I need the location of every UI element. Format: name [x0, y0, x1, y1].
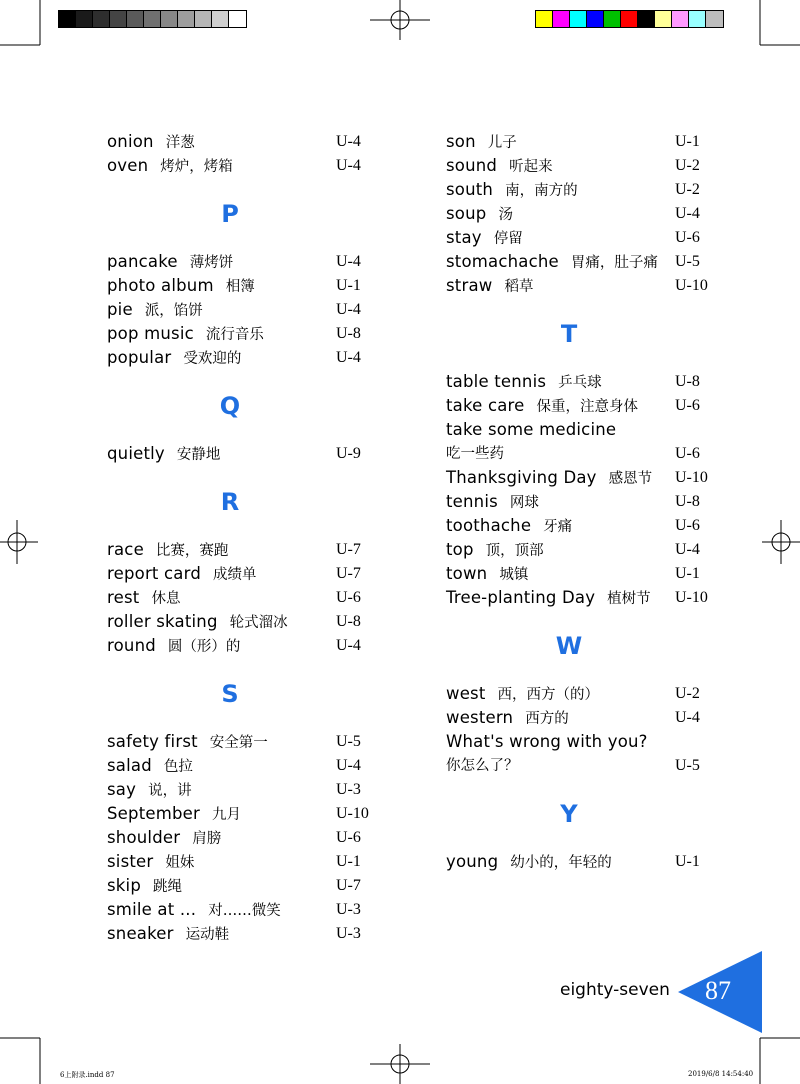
entry-chinese: 感恩节 — [608, 471, 653, 487]
r-entries — [107, 538, 407, 658]
letter-heading-p: P — [221, 200, 239, 228]
color-swatch — [570, 11, 587, 27]
entry-english: town — [446, 564, 488, 583]
entry-unit: U-10 — [336, 805, 369, 822]
glossary-entry — [107, 754, 407, 778]
letter-heading-s: S — [221, 680, 239, 708]
glossary-entry — [107, 634, 407, 658]
entry-unit: U-7 — [336, 565, 361, 582]
glossary-entry — [107, 874, 407, 898]
letter-heading-w: W — [555, 632, 583, 660]
glossary-left-column — [107, 130, 407, 946]
entry-chinese: 稻草 — [504, 279, 534, 295]
entry-english: sound — [446, 156, 498, 175]
w-entries — [446, 682, 746, 730]
letter-heading-t: T — [560, 320, 578, 348]
color-swatch — [621, 11, 638, 27]
entry-english: Thanksgiving Day — [446, 468, 597, 487]
glossary-entry — [446, 394, 746, 418]
glossary-entry — [107, 730, 407, 754]
entry-chinese: 轮式溜冰 — [229, 615, 288, 631]
entry-unit: U-2 — [675, 157, 700, 174]
entry-unit: U-6 — [336, 589, 361, 606]
entry-english: pop music — [107, 324, 194, 343]
entry-english: photo album — [107, 276, 214, 295]
entry-unit: U-6 — [675, 445, 700, 462]
entry-english: skip — [107, 876, 142, 895]
entry-unit: U-7 — [336, 877, 361, 894]
entry-chinese: 比赛，赛跑 — [155, 543, 229, 559]
glossary-entry — [446, 178, 746, 202]
entry-chinese: 顶，顶部 — [485, 543, 544, 559]
entry-english: Tree-planting Day — [446, 588, 596, 607]
grayscale-color-bar — [58, 10, 247, 28]
entry-english: son — [446, 132, 476, 151]
glossary-entry — [107, 274, 407, 298]
date-slug: 2019/6/8 14:54:40 — [688, 1070, 754, 1078]
entry-english: quietly — [107, 444, 165, 463]
entry-unit: U-7 — [336, 541, 361, 558]
glossary-entry — [446, 250, 746, 274]
glossary-entry — [446, 202, 746, 226]
glossary-entry — [107, 922, 407, 946]
entry-unit: U-4 — [336, 349, 361, 366]
entry-unit: U-1 — [675, 853, 700, 870]
entry-english: salad — [107, 756, 152, 775]
glossary-entry — [446, 370, 746, 394]
entry-chinese: 对……微笑 — [208, 903, 281, 919]
glossary-entry — [107, 538, 407, 562]
entry-unit: U-6 — [336, 829, 361, 846]
letter-heading-y: Y — [560, 800, 578, 828]
entry-unit: U-6 — [675, 229, 700, 246]
glossary-entry — [107, 154, 407, 178]
glossary-entry — [446, 226, 746, 250]
color-swatch — [161, 11, 178, 27]
entry-chinese: 受欢迎的 — [183, 351, 242, 367]
glossary-entry — [107, 562, 407, 586]
entry-chinese: 西方的 — [525, 711, 569, 727]
color-swatch — [76, 11, 93, 27]
entry-unit: U-4 — [675, 709, 700, 726]
color-swatch — [59, 11, 76, 27]
entry-chinese: 成绩单 — [213, 567, 257, 583]
color-swatch — [127, 11, 144, 27]
entry-unit: U-10 — [675, 469, 708, 486]
entry-english: western — [446, 708, 514, 727]
glossary-entry — [107, 586, 407, 610]
entry-chinese: 停留 — [493, 231, 523, 247]
page-number-words: eighty-seven — [560, 980, 670, 1000]
glossary-entry — [446, 130, 746, 154]
entry-unit: U-3 — [336, 925, 361, 942]
entry-unit: U-3 — [336, 901, 361, 918]
color-swatch — [604, 11, 621, 27]
glossary-entry — [446, 274, 746, 298]
entry-english: shoulder — [107, 828, 181, 847]
color-swatch — [638, 11, 655, 27]
entry-chinese: 网球 — [509, 495, 539, 511]
color-swatch — [655, 11, 672, 27]
entry-english: onion — [107, 132, 154, 151]
glossary-entry — [107, 250, 407, 274]
entry-english: take care — [446, 396, 525, 415]
entry-english: safety first — [107, 732, 198, 751]
entry-chinese: 西，西方（的） — [497, 687, 600, 703]
entry-chinese: 薄烤饼 — [189, 255, 234, 271]
entry-chinese: 色拉 — [163, 759, 193, 775]
entry-english: race — [107, 540, 144, 559]
entry-unit: U-5 — [675, 253, 700, 270]
glossary-entry — [446, 730, 746, 778]
entry-english: tennis — [446, 492, 498, 511]
entry-chinese: 乒乓球 — [558, 375, 602, 391]
entry-chinese: 你怎么了？ — [446, 758, 519, 774]
entry-chinese: 听起来 — [509, 159, 553, 175]
entry-chinese: 安全第一 — [209, 735, 268, 751]
color-swatch — [229, 11, 246, 27]
entry-english: What's wrong with you? — [446, 732, 648, 751]
entry-unit: U-3 — [336, 781, 361, 798]
glossary-entry — [107, 322, 407, 346]
entry-english: straw — [446, 276, 493, 295]
glossary-entry — [446, 682, 746, 706]
entry-unit: U-4 — [336, 637, 361, 654]
entry-chinese: 圆（形）的 — [167, 639, 241, 655]
color-swatch — [536, 11, 553, 27]
glossary-entry — [107, 442, 407, 466]
entry-english: stay — [446, 228, 482, 247]
entry-english: sister — [107, 852, 154, 871]
t-entries-a — [446, 370, 746, 418]
glossary-entry — [446, 490, 746, 514]
letter-heading-r: R — [220, 488, 240, 516]
entry-english: popular — [107, 348, 172, 367]
glossary-right-column — [446, 130, 746, 874]
color-swatch — [93, 11, 110, 27]
entry-english: roller skating — [107, 612, 218, 631]
t-entries-b — [446, 466, 746, 610]
glossary-entry — [446, 850, 746, 874]
glossary-entry — [446, 586, 746, 610]
entry-chinese: 肩膀 — [192, 831, 222, 847]
entry-english: soup — [446, 204, 487, 223]
glossary-entry — [107, 850, 407, 874]
entry-english: September — [107, 804, 201, 823]
entry-english: south — [446, 180, 494, 199]
entry-english: pancake — [107, 252, 178, 271]
entry-unit: U-1 — [675, 133, 700, 150]
glossary-entry — [107, 802, 407, 826]
glossary-entry — [107, 778, 407, 802]
entry-chinese: 安静地 — [176, 447, 221, 463]
glossary-entry — [107, 298, 407, 322]
file-slug: 6上附录.indd 87 — [60, 1071, 115, 1079]
color-swatch — [587, 11, 604, 27]
glossary-entry — [446, 154, 746, 178]
entry-chinese: 烤炉，烤箱 — [160, 159, 233, 175]
glossary-entry — [446, 562, 746, 586]
glossary-entry — [107, 130, 407, 154]
entry-unit: U-4 — [336, 757, 361, 774]
entry-chinese: 汤 — [498, 207, 513, 223]
letter-heading-q: Q — [219, 392, 241, 420]
entry-unit: U-5 — [336, 733, 361, 750]
entry-unit: U-1 — [675, 565, 700, 582]
entry-unit: U-8 — [336, 325, 361, 342]
entry-english: round — [107, 636, 156, 655]
entry-english: smile at ... — [107, 900, 197, 919]
entry-chinese: 洋葱 — [165, 135, 195, 151]
entry-chinese: 流行音乐 — [205, 327, 264, 343]
entry-chinese: 牙痛 — [543, 519, 573, 535]
entry-unit: U-6 — [675, 517, 700, 534]
glossary-entry — [107, 346, 407, 370]
entry-unit: U-5 — [675, 757, 700, 774]
glossary-entry — [446, 514, 746, 538]
entry-unit: U-1 — [336, 277, 361, 294]
entry-chinese: 保重，注意身体 — [536, 399, 638, 415]
glossary-entry — [107, 826, 407, 850]
entry-chinese: 九月 — [212, 807, 242, 823]
color-swatch — [110, 11, 127, 27]
entry-english: table tennis — [446, 372, 547, 391]
entry-chinese: 派，馅饼 — [144, 303, 203, 319]
glossary-entry — [446, 418, 746, 466]
entry-unit: U-2 — [675, 181, 700, 198]
color-swatch — [689, 11, 706, 27]
color-swatch — [212, 11, 229, 27]
entry-chinese: 幼小的，年轻的 — [510, 855, 612, 871]
entry-unit: U-8 — [336, 613, 361, 630]
entry-english: sneaker — [107, 924, 174, 943]
entry-unit: U-8 — [675, 373, 700, 390]
entry-chinese: 跳绳 — [153, 879, 183, 895]
entry-unit: U-1 — [336, 853, 361, 870]
p-entries — [107, 250, 407, 370]
glossary-entry — [446, 706, 746, 730]
entry-english: say — [107, 780, 137, 799]
o-entries — [107, 130, 407, 178]
entry-chinese: 城镇 — [499, 567, 529, 583]
entry-english: young — [446, 852, 499, 871]
entry-chinese: 植树节 — [607, 591, 651, 607]
glossary-entry — [446, 538, 746, 562]
entry-chinese: 休息 — [151, 591, 181, 607]
entry-english: oven — [107, 156, 149, 175]
entry-unit: U-9 — [336, 445, 361, 462]
y-entries — [446, 850, 746, 874]
entry-chinese: 说，讲 — [148, 783, 192, 799]
color-swatch — [195, 11, 212, 27]
entry-chinese: 姐妹 — [165, 855, 195, 871]
color-swatch — [144, 11, 161, 27]
color-swatch — [672, 11, 689, 27]
s-entries-continued — [446, 130, 746, 298]
entry-chinese: 吃一些药 — [446, 446, 504, 462]
entry-english: top — [446, 540, 474, 559]
entry-chinese: 相簿 — [225, 279, 255, 295]
color-swatch — [178, 11, 195, 27]
page-number: 87 — [705, 976, 731, 1005]
entry-unit: U-4 — [336, 253, 361, 270]
entry-unit: U-2 — [675, 685, 700, 702]
color-swatch — [706, 11, 723, 27]
entry-unit: U-4 — [336, 301, 361, 318]
entry-chinese: 南，南方的 — [505, 183, 578, 199]
entry-english: rest — [107, 588, 140, 607]
glossary-entry — [107, 898, 407, 922]
entry-chinese: 儿子 — [487, 135, 517, 151]
entry-unit: U-4 — [675, 205, 700, 222]
s-entries — [107, 730, 407, 946]
entry-unit: U-4 — [336, 133, 361, 150]
q-entries — [107, 442, 407, 466]
entry-unit: U-10 — [675, 589, 708, 606]
entry-english: stomachache — [446, 252, 559, 271]
entry-chinese: 胃痛，肚子痛 — [570, 255, 658, 271]
glossary-entry — [446, 466, 746, 490]
entry-unit: U-6 — [675, 397, 700, 414]
process-color-bar — [535, 10, 724, 28]
entry-unit: U-4 — [675, 541, 700, 558]
entry-unit: U-4 — [336, 157, 361, 174]
entry-english: take some medicine — [446, 420, 617, 439]
color-swatch — [553, 11, 570, 27]
glossary-entry — [107, 610, 407, 634]
entry-english: west — [446, 684, 486, 703]
entry-english: toothache — [446, 516, 532, 535]
entry-chinese: 运动鞋 — [185, 927, 230, 943]
entry-english: report card — [107, 564, 201, 583]
entry-english: pie — [107, 300, 133, 319]
entry-unit: U-8 — [675, 493, 700, 510]
entry-unit: U-10 — [675, 277, 708, 294]
